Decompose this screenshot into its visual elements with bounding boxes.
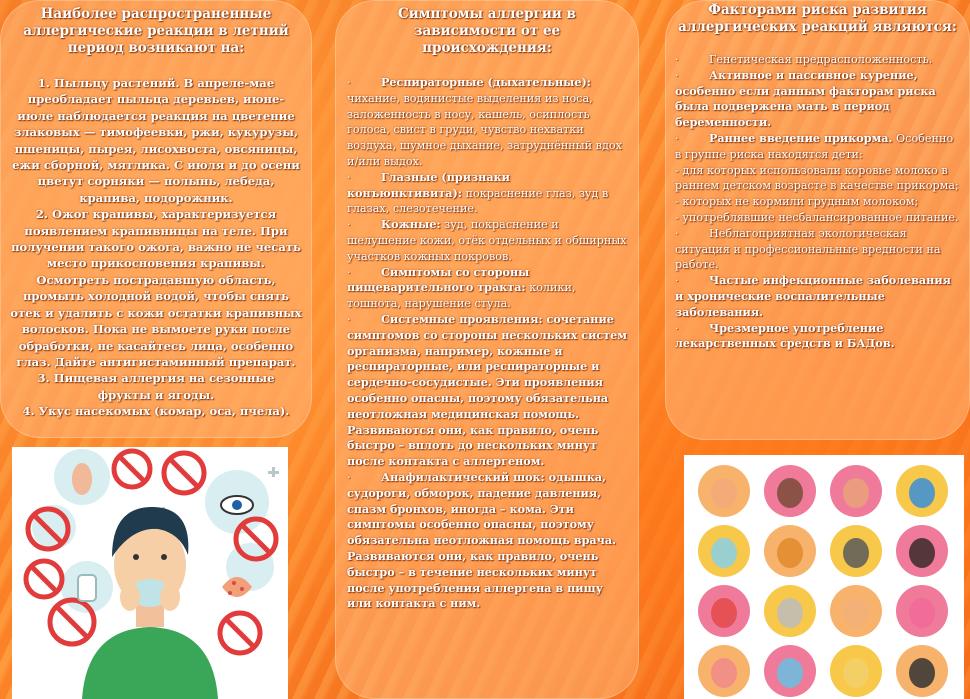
symptoms-list [347,75,627,612]
cause-paragraph: 1. Пыльцу растений. В апреле-мае преобладает пыльца деревьев, июне-июле наблюдается реакция на цветение злаковых — тимофеевки, ржи, кукурузы, пшеницы, пырея, лисохвоста, овсяницы, ежи сборной, мятлика. С июля и до осени цветут сорняки — полынь, лебеда, крапива, подорожник. [12,76,300,205]
bullet: · [675,68,679,82]
symptom-text: колики, тошнота, нарушение стула. [347,281,576,311]
allergy-causes-panel [0,0,312,438]
risk-item [675,273,960,320]
symptom-item [347,470,627,612]
risk-text: особенно если данным факторам риска была подвержена мать в период беременности. [675,83,936,130]
allergens-around-person-icon [12,447,288,699]
symptom-head: Респираторные (дыхательные): [381,75,591,89]
tissue-box-icon [698,525,750,577]
symptom-head: Кожные: [381,217,441,232]
risk-item [675,131,960,163]
risk-head: Чрезмерное употребление лекарственных средств и БАДов. [675,320,895,351]
symptom-text: покраснение глаз, зуд в глазах, слезотечение. [347,186,609,216]
risk-factors-list [675,52,960,352]
risk-item [675,210,960,226]
tablets-icon [764,585,816,637]
risk-head: Неблагоприятная экологическая ситуация и профессиональные вредности на работе. [675,226,941,272]
symptoms-panel [335,0,639,699]
allergen-icon-grid [684,455,964,699]
risk-factors-panel [665,0,970,440]
risk-head: Генетическая предрасположенность. [709,53,933,66]
cat-icon [896,645,948,697]
masked-woman-icon [896,525,948,577]
symptom-head: Симптомы со стороны пищеварительного тракта: [347,264,530,295]
risk-head: Частые инфекционные заболевания и хронические воспалительные заболевания. [675,273,951,319]
symptom-head: Системные проявления: [381,311,543,326]
risk-item [675,321,960,353]
wheat-icon [764,525,816,577]
symptom-head: Анафилактический шок: [381,469,545,484]
risk-item [675,163,960,195]
symptom-text: зуд, покраснение и шелушение кожи, отёк отдельных и обширных участков кожных покровов. [347,218,627,263]
bullet: · [675,226,679,240]
bullet: · [347,312,351,326]
bullet: · [675,321,679,335]
bullet: · [347,170,351,184]
symptom-item [347,170,627,217]
tissues-icon [764,645,816,697]
risk-head: Раннее введение прикорма. [709,130,893,145]
risk-text: Особенно в группе риска находятся дети: [675,131,954,161]
bullet: · [675,53,679,66]
allergy-causes-title: Наиболее распространенные аллергические реакции в летний период возникают на: [23,6,289,56]
bullet: · [675,131,679,145]
sick-girl-icon [830,645,882,697]
risk-item [675,194,960,210]
pills-icon [698,585,750,637]
symptoms-title: Симптомы аллергии в зависимости от ее происхождения: [398,6,576,56]
cause-paragraph: 4. Укус насекомых (комар, оса, пчела). [22,404,290,419]
bullet: · [347,218,351,232]
throat-icon [698,645,750,697]
flower-icon [896,585,948,637]
bullet: · [347,265,351,279]
risk-item [675,68,960,131]
risk-text: - для которых использовали коровье молоко в раннем детском возрасте в качестве прикорма; [675,163,959,193]
bullet: · [347,76,351,89]
sneezing-person-illustration [12,447,288,699]
risk-text: - употреблявшие несбалансированное питание. [675,210,959,224]
allergy-causes-list [10,75,302,420]
symptom-item [347,312,627,470]
nose-icon [698,465,750,517]
symptom-text: чихание, водянистые выделения из носа, заложенность в носу, кашель, осиплость голоса, свист в груди, чувство нехватки воздуха, шумное дыхание, затруднённый вдох и/или выдох. [347,91,622,168]
cause-paragraph: 2. Ожог крапивы, характеризуется появлением крапивницы на теле. При получении такого ожога, важно не чесать место прикосновения крапивы. Осмотреть пострадавшую область, промыть холодной водой, чтобы снять отек и удалить с кожи остатки крапивных волосков. Пока не вымоете руки после обработки, не касайтесь лица, особенно глаз. Дайте антигистаминный препарат. [10,207,302,369]
risk-item [675,226,960,273]
broom-icon [830,525,882,577]
allergen-icons [694,463,956,699]
hand-rash-icon [830,465,882,517]
bullet: · [347,470,351,484]
symptom-item [347,265,627,312]
symptom-item [347,75,627,170]
risk-item [675,52,960,68]
symptom-item [347,217,627,264]
fingers-icon [830,585,882,637]
symptom-text: сочетание симптомов со стороны нескольких систем организма, например, кожные и респираторные, или респираторные и сердечно-сосудистые. Эти проявления особенно опасны, поэтому обязательна неотложная медицинская помощь. Развиваются они, как правило, очень быстро – вплоть до нескольких минут после контакта с аллергеном. [347,311,627,469]
symptom-text: одышка, судороги, обморок, падение давления, спазм бронхов, иногда – кома. Эти симптомы особенно опасны, поэтому обязательна неотложная помощь врача. Развиваются они, как правило, очень быстро – в течение нескольких минут после употребления аллергена в пищу или контакта с ним. [347,469,616,611]
risk-factors-title: Факторами риска развития аллергических реакций являются: [678,2,957,35]
symptom-head: Глазные (признаки конъюнктивита): [347,169,510,200]
risk-text: - которых не кормили грудным молоком; [675,195,919,209]
masked-person-icon [764,465,816,517]
bullet: · [675,274,679,288]
inhaler-icon [896,465,948,517]
risk-head: Активное и пассивное курение, [709,67,918,82]
cause-paragraph: 3. Пищевая аллергия на сезонные фрукты и ягоды. [37,371,275,402]
